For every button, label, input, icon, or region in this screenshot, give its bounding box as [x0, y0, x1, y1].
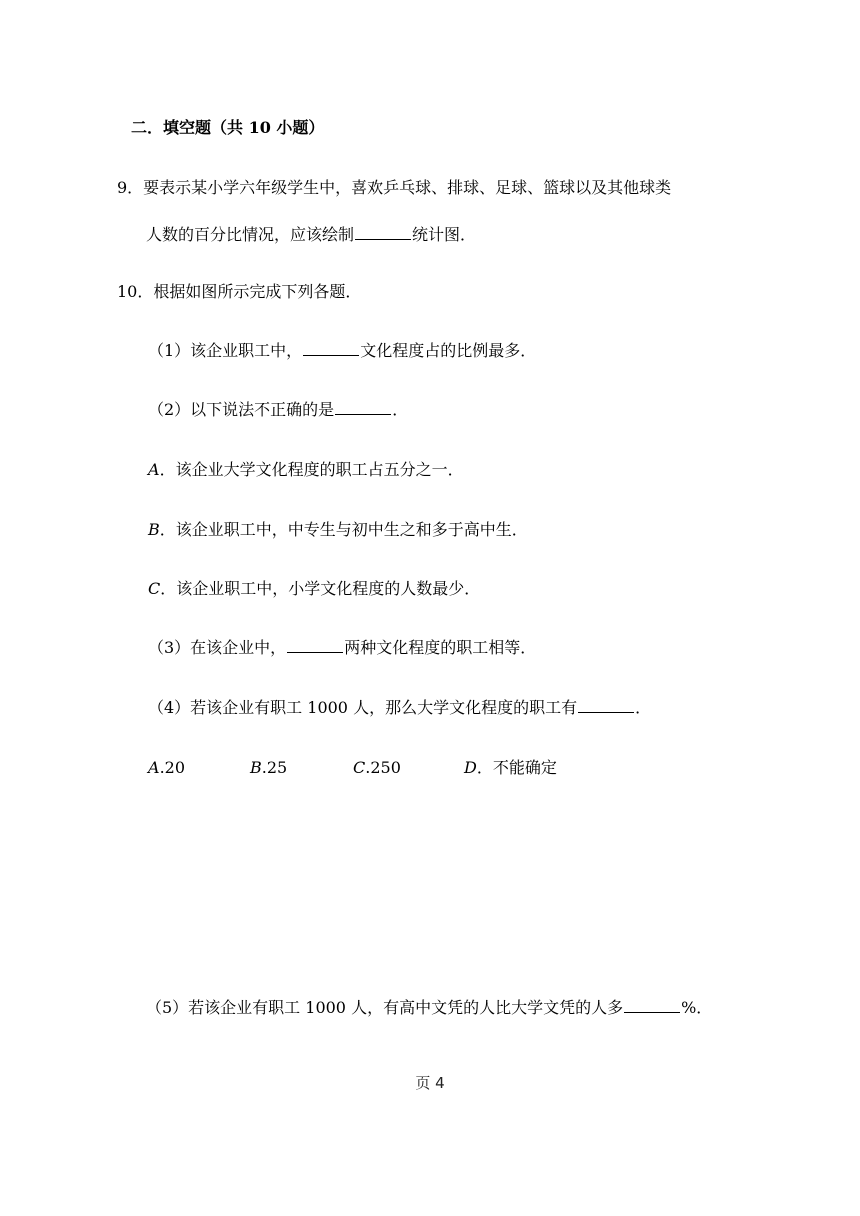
answer-blank [287, 638, 343, 653]
section-title: 二．填空题（共 10 小题） [131, 118, 325, 137]
option-b-letter: B [148, 520, 160, 539]
choice-a-text: .20 [159, 758, 186, 777]
question-10-part2 [148, 400, 408, 420]
part3-text-after: 两种文化程度的职工相等． [344, 638, 537, 657]
part2-text-after: ． [392, 400, 409, 419]
part3-text-before: （3）在该企业中， [148, 638, 287, 657]
choice-a-letter: A [148, 758, 160, 777]
choice-c [353, 758, 401, 778]
question-10-part3 [148, 638, 536, 658]
part5-text-before: （5）若该企业有职工 1000 人，有高中文凭的人比大学文凭的人多 [146, 998, 624, 1017]
question-10-part5 [146, 998, 712, 1018]
answer-blank [624, 998, 680, 1013]
choice-d-text: ．不能确定 [476, 758, 557, 777]
question-10-part4 [148, 698, 651, 718]
question-10-intro: 10．根据如图所示完成下列各题． [117, 282, 362, 301]
choice-b-letter: B [250, 758, 262, 777]
question-9-text-after: 统计图． [412, 225, 477, 244]
answer-blank [303, 341, 359, 356]
part2-text-before: （2）以下说法不正确的是 [148, 400, 335, 419]
option-a [148, 460, 464, 480]
part1-text-before: （1）该企业职工中， [148, 341, 303, 360]
option-b [148, 520, 528, 540]
part5-text-after: %． [681, 998, 713, 1017]
choice-c-letter: C [353, 758, 366, 777]
option-a-text: ．该企业大学文化程度的职工占五分之一． [159, 460, 464, 479]
choice-c-text: .250 [365, 758, 401, 777]
choice-d [464, 758, 557, 778]
part4-text-before: （4）若该企业有职工 1000 人，那么大学文化程度的职工有 [148, 698, 578, 717]
question-9-text-before: 人数的百分比情况，应该绘制 [146, 225, 355, 244]
option-c-text: ．该企业职工中，小学文化程度的人数最少． [160, 579, 481, 598]
option-a-letter: A [148, 460, 160, 479]
part1-text-after: 文化程度占的比例最多． [360, 341, 537, 360]
choice-b [250, 758, 287, 778]
part4-text-after: ． [635, 698, 652, 717]
choice-a [148, 758, 185, 778]
choice-d-letter: D [464, 758, 477, 777]
page-number: 页 4 [415, 1074, 445, 1092]
answer-blank [335, 400, 391, 415]
question-10-part1 [148, 341, 536, 361]
option-c [148, 579, 480, 599]
question-9-line1: 9．要表示某小学六年级学生中，喜欢乒乓球、排球、足球、篮球以及其他球类 [117, 178, 672, 197]
answer-blank [355, 225, 411, 240]
option-b-text: ．该企业职工中，中专生与初中生之和多于高中生． [159, 520, 528, 539]
option-c-letter: C [148, 579, 161, 598]
answer-blank [578, 698, 634, 713]
choice-b-text: .25 [261, 758, 288, 777]
question-9-line2 [146, 225, 476, 245]
